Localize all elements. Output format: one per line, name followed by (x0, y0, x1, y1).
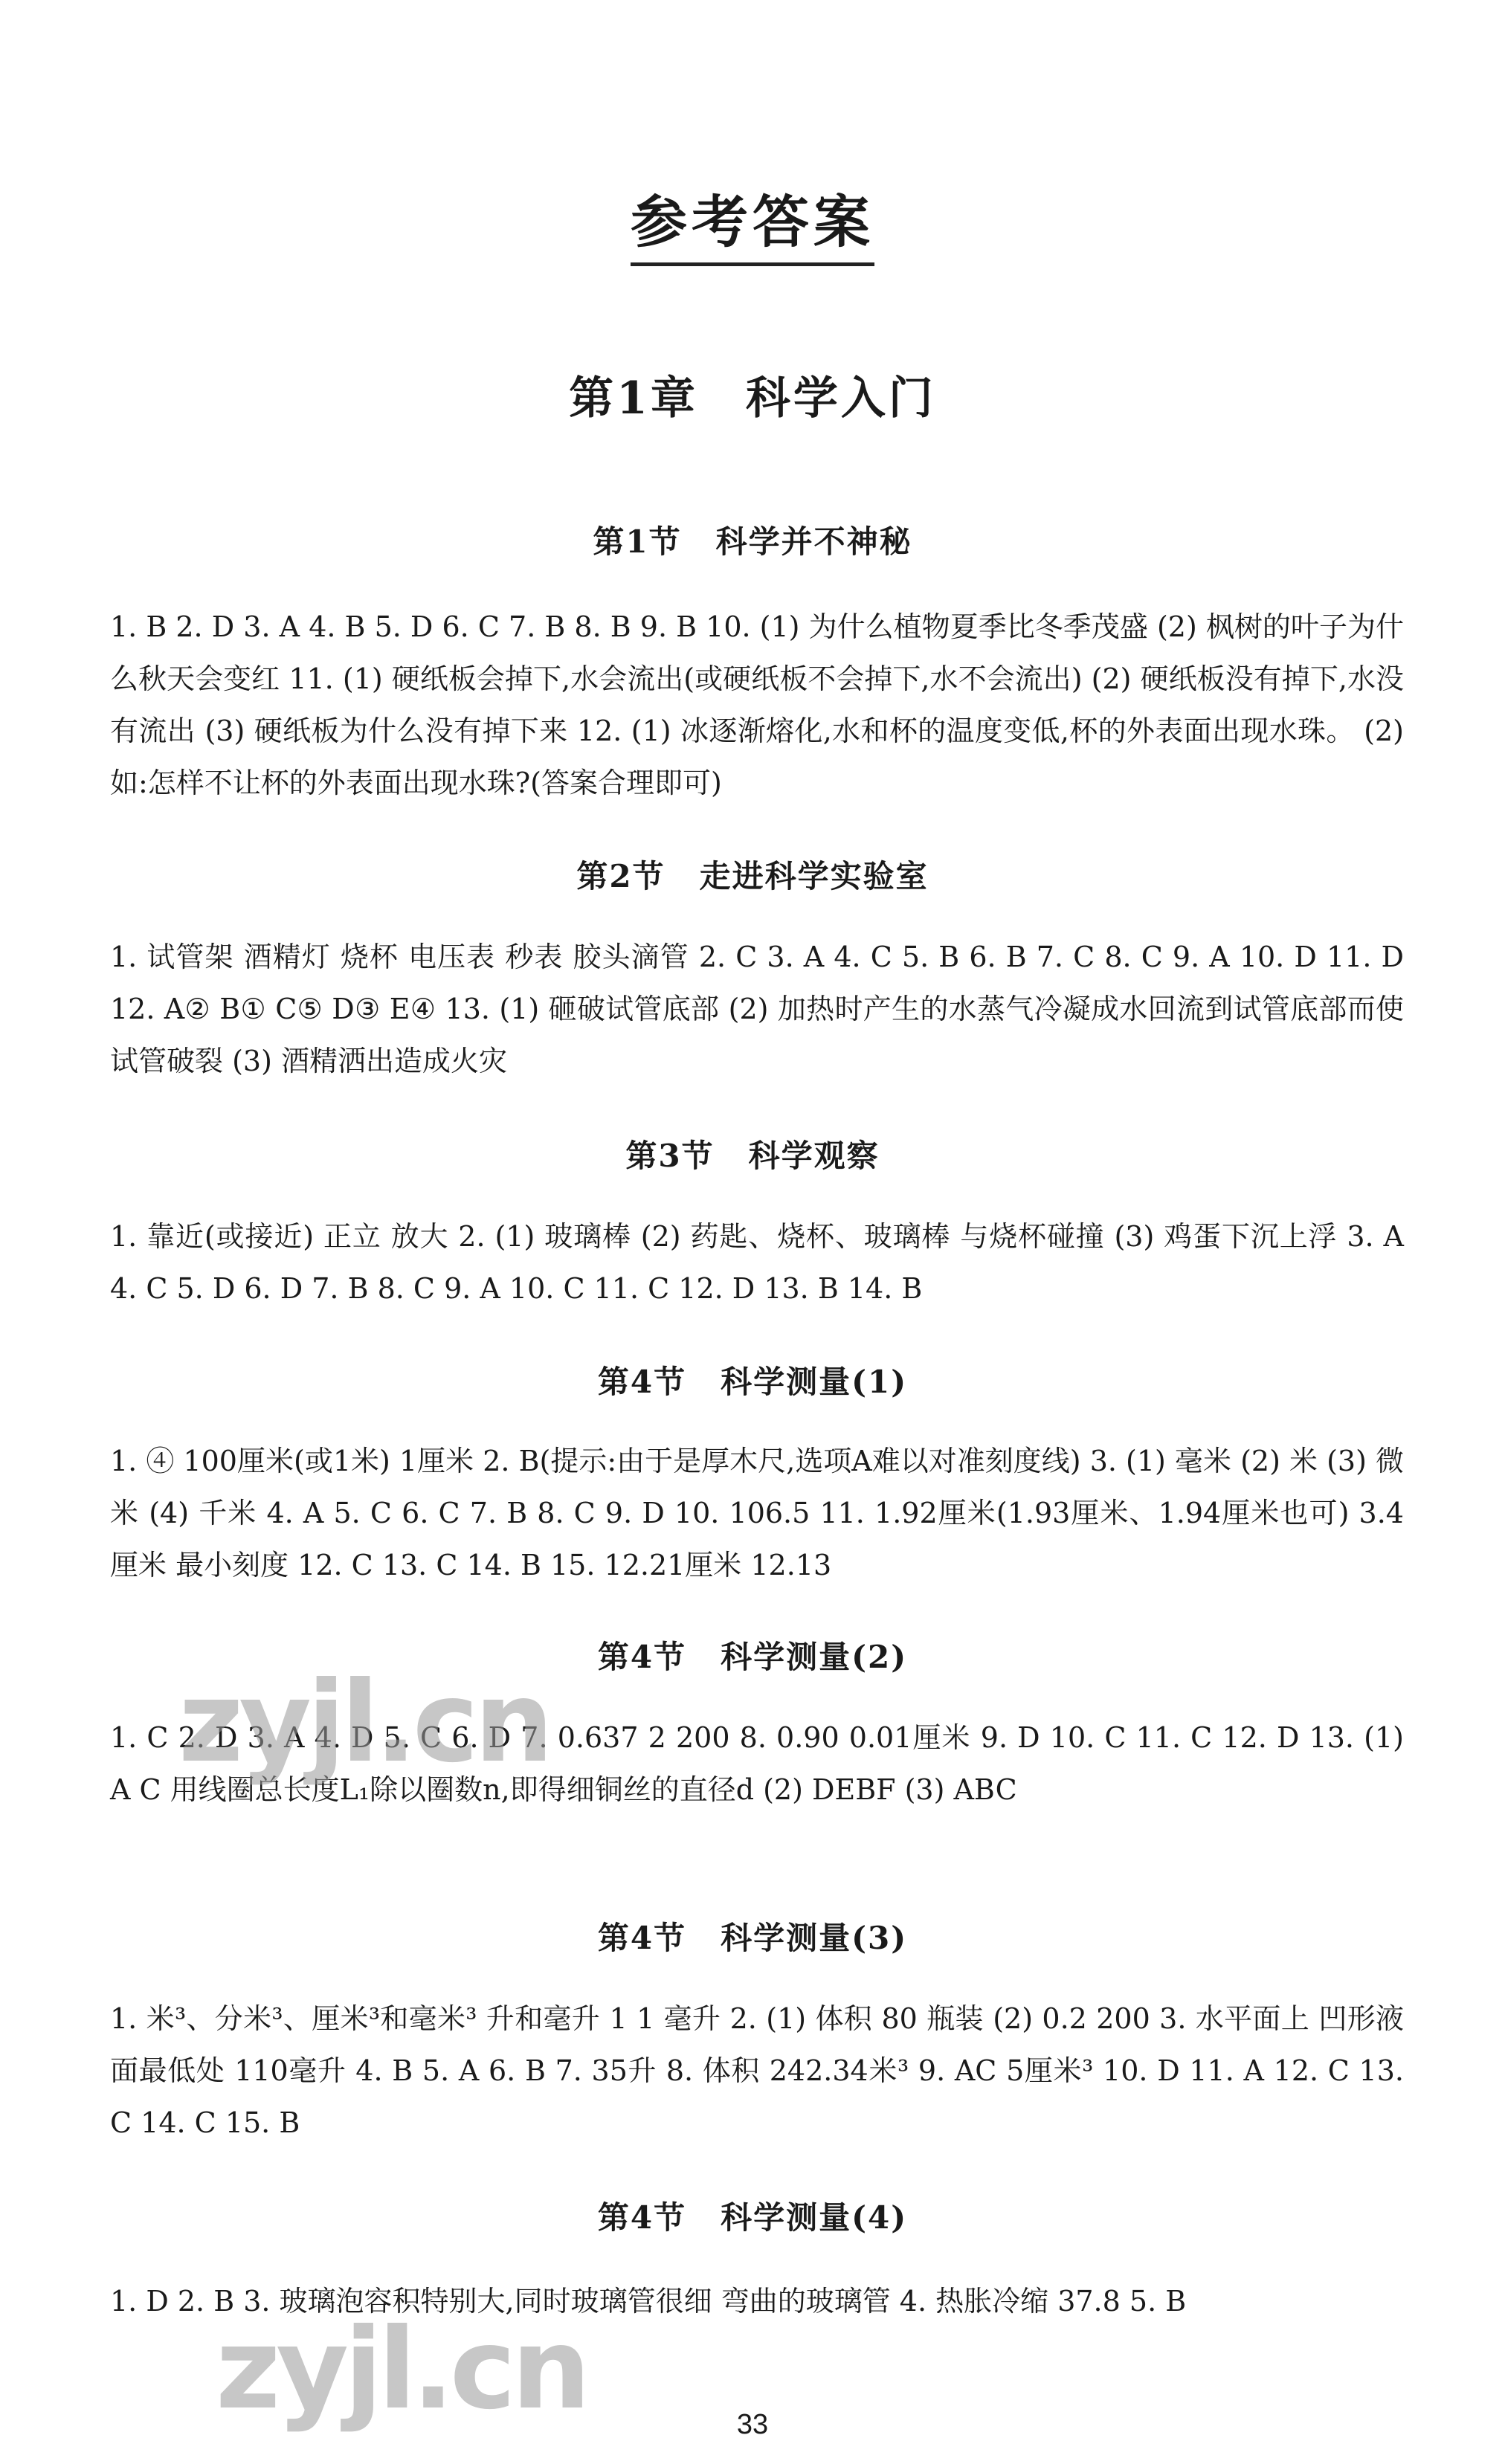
watermark-bottom: zyjl.cn (216, 2305, 587, 2434)
section-answers-2: 1. 试管架 酒精灯 烧杯 电压表 秒表 胶头滴管 2. C 3. A 4. C 5. B 6. B 7. C 8. C 9. A 10. D 11. D 12. A② B① C⑤ D③ E④ 13. (1) 砸破试管底部 (2) 加热时产生的水蒸气冷凝成水回流到试管底部而使试管破裂 (3) 酒精洒出造成火灾 (110, 941, 1404, 1077)
section-title-4-2: 第4节 科学测量(2) (597, 1639, 908, 1675)
section-answers-4-2: 1. C 2. D 3. A 4. D 5. C 6. D 7. 0.637 2 200 8. 0.90 0.01厘米 9. D 10. C 11. C 12. D 13. (1) A C 用线圈总长度L₁除以圈数n,即得细铜丝的直径d (2) DEBF (3) ABC (110, 1721, 1404, 1806)
section-title-4-1: 第4节 科学测量(1) (597, 1364, 908, 1400)
section-title-2: 第2节 走进科学实验室 (576, 858, 929, 894)
section-answers-4-1: 1. ④ 100厘米(或1米) 1厘米 2. B(提示:由于是厚木尺,选项A难以对准刻度线) 3. (1) 毫米 (2) 米 (3) 微米 (4) 千米 4. A 5. C 6. C 7. B 8. C 9. D 10. 106.5 11. 1.92厘米(1.93厘米、1.94厘米也可) 3.4厘米 最小刻度 12. C 13. C 14. B 15. 12.21厘米 12.13 (110, 1445, 1404, 1581)
section-title-3: 第3节 科学观察 (625, 1138, 880, 1174)
watermark: zyjl.cn (178, 1658, 550, 1787)
section-title-1: 第1节 科学并不神秘 (593, 523, 912, 560)
section-answers-4-4: 1. D 2. B 3. 玻璃泡容积特别大,同时玻璃管很细 弯曲的玻璃管 4. 热胀冷缩 37.8 5. B (110, 2285, 1187, 2318)
section-answers-1: 1. B 2. D 3. A 4. B 5. D 6. C 7. B 8. B 9. B 10. (1) 为什么植物夏季比冬季茂盛 (2) 枫树的叶子为什么秋天会变红 11. (1) 硬纸板会掉下,水会流出(或硬纸板不会掉下,水不会流出) (2) 硬纸板没有掉下,水没有流出 (3) 硬纸板为什么没有掉下来 12. (1) 冰逐渐熔化,水和杯的温度变低,杯的外表面出现水珠。 (2) 如:怎样不让杯的外表面出现水珠?(答案合理即可) (110, 610, 1404, 799)
section-title-4-3: 第4节 科学测量(3) (597, 1920, 908, 1956)
page-number: 33 (736, 2409, 769, 2440)
section-title-4-4: 第4节 科学测量(4) (597, 2199, 908, 2236)
page-title: 参考答案 (0, 177, 1505, 258)
chapter-title: 第1章 科学入门 (569, 372, 936, 425)
section-answers-3: 1. 靠近(或接近) 正立 放大 2. (1) 玻璃棒 (2) 药匙、烧杯、玻璃棒 与烧杯碰撞 (3) 鸡蛋下沉上浮 3. A 4. C 5. D 6. D 7. B 8. C 9. A 10. C 11. C 12. D 13. B 14. B (110, 1220, 1404, 1305)
section-answers-4-3: 1. 米³、分米³、厘米³和毫米³ 升和毫升 1 1 毫升 2. (1) 体积 80 瓶装 (2) 0.2 200 3. 水平面上 凹形液面最低处 110毫升 4. B 5. A 6. B 7. 35升 8. 体积 242.34米³ 9. AC 5厘米³ 10. D 11. A 12. C 13. C 14. C 15. B (110, 2002, 1404, 2139)
